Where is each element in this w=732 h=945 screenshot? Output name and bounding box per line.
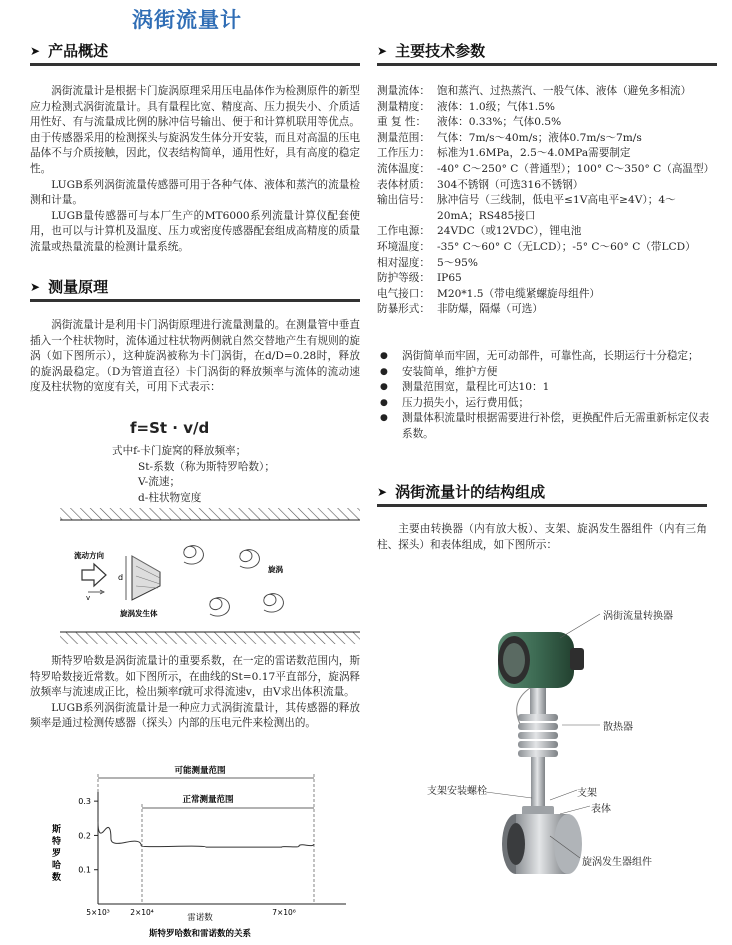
section-heading-overview (30, 40, 108, 61)
callout-lines (420, 600, 730, 880)
section-rule (30, 299, 360, 302)
paragraph: 涡街流量计是根据卡门旋涡原理采用压电晶体作为检测原件的新型应力检测式涡街流量计。具有量程比宽、精度高、压力损失小、介质适用性好、有与流量成比例的脉冲信号输出、便于和计算机联用等优点。由于传感器采用的检测探头与旋涡发生体分开安装，而且对高温的压电晶体不与介质接触，因此，仪表结构简单，通用性好，具有高度的稳定性。 (30, 85, 360, 175)
spec-row: 重 复 性： 液体：0.33%；气体0.5% (377, 116, 562, 129)
label-body: 表体 (591, 804, 611, 815)
bullet-icon: ● (380, 413, 388, 424)
section-title: 测量原理 (48, 278, 109, 296)
spec-row: 测量流体： 饱和蒸汽、过热蒸汽、一般气体、液体（避免多相流） (377, 85, 692, 97)
d-label: d (118, 573, 124, 582)
x-tick-label: 7×10⁶ (272, 908, 296, 917)
spec-row: 防暴形式： 非防爆，隔爆（可选） (377, 303, 543, 316)
generator-label: 旋涡发生体 (120, 609, 158, 618)
bullet-icon: ● (380, 366, 388, 377)
list-item: ● 压力损失小，运行费用低； (380, 396, 716, 412)
label-radiator: 散热器 (603, 722, 633, 733)
section-heading-principle (30, 276, 108, 297)
paragraph: LUGB量传感器可与本厂生产的MT6000系列流量计算仪配套使用，也可以与计算机及温度、压力或密度传感器配套组成高精度的质量流量或热量流量的检测计量系统。 (30, 209, 360, 253)
label-bracket: 支架 (577, 788, 597, 799)
flow-arrow-icon (82, 564, 106, 586)
bullet-icon: ● (380, 382, 388, 393)
strouhal-text (30, 654, 360, 732)
vortex-generator-shape (132, 556, 160, 600)
section-rule (30, 63, 360, 66)
paragraph: 主要由转换器（内有放大板）、支架、旋涡发生器组件（内有三角柱、探头）和表体组成，如下图所示： (377, 523, 707, 551)
principle-text (30, 318, 360, 396)
feature-list (380, 349, 716, 443)
vortex-label: 旋涡 (268, 565, 283, 574)
spec-list (377, 84, 717, 318)
list-item: ● 测量体积流量时根据需要进行补偿，更换配件后无需重新标定仪表系数。 (380, 411, 716, 442)
strouhal-chart (40, 762, 360, 942)
paragraph: LUGB系列涡街流量计是一种应力式涡街流量计，其传感器的释放频率是通过检测传感器（探头）内部的压电元件来检测出的。 (30, 701, 360, 730)
vortex-icon (210, 598, 230, 616)
spec-row: 防护等级： IP65 (377, 272, 462, 285)
spec-row: 工作电源： 24VDC（或12VDC），锂电池 (377, 225, 582, 238)
y-tick-label: 0.1 (78, 865, 91, 875)
pipe-wall-bottom (60, 632, 360, 644)
spec-row: 电气接口： M20*1.5（带电缆紧螺旋母组件） (377, 287, 601, 300)
vortex-icon (184, 546, 204, 564)
arrow-icon: ➤ (377, 43, 388, 58)
formula-legend: 式中f-卡门旋窝的释放频率； St-系数（称为斯特罗哈数）； V-流速； d-柱状物宽度 (112, 445, 275, 504)
spec-row: 环境温度： -35° C～60° C（无LCD）；-5° C～60° C（带LCD） (377, 240, 696, 253)
section-heading-specs (377, 40, 485, 61)
pipe-wall-top (60, 508, 360, 520)
label-bracket-bolt: 支架安装螺栓 (427, 786, 487, 797)
x-tick-label: 2×10⁴ (130, 908, 154, 917)
paragraph: LUGB系列涡街流量传感器可用于各种气体、液体和蒸汽的流量检测和计量。 (30, 178, 360, 207)
paragraph: 涡街流量计是利用卡门涡街原理进行流量测量的。在测量管中垂直插入一个柱状物时，流体通过柱状物两侧就自然交替地产生有规则的旋涡（如下图所示），这种旋涡被称为卡门涡街，在d/D=0.28时，释放的旋涡最稳定。（D为管道直径）卡门涡街的释放频率与流体的流动速度及柱状物的宽度有关，可用下式表示： (30, 319, 360, 394)
arrow-icon: ➤ (30, 279, 41, 294)
x-axis-label: 雷诺数 (187, 913, 213, 923)
structure-text (377, 522, 707, 553)
spec-row: 输出信号： 脉冲信号（三线制，低电平≤1V高电平≥4V）；4～20mA；RS485接口 (377, 194, 676, 222)
y-tick-label: 0.2 (78, 831, 91, 841)
chart-title: 斯特罗哈数和雷诺数的关系 (148, 929, 252, 939)
spec-row: 相对湿度： 5～95% (377, 256, 478, 269)
range-label-measurable: 可能测量范围 (174, 766, 226, 776)
page-title: 涡街流量计 (132, 8, 242, 32)
arrow-icon: ➤ (30, 43, 41, 58)
spec-row: 测量范围： 气体：7m/s～40m/s；液体0.7m/s～7m/s (377, 131, 642, 144)
section-title: 主要技术参数 (395, 42, 486, 60)
range-label-normal: 正常测量范围 (182, 795, 234, 805)
list-item: ● 涡街简单而牢固，无可动部件，可靠性高，长期运行十分稳定； (380, 349, 716, 365)
x-tick-label: 5×10³ (86, 908, 110, 917)
bullet-icon: ● (380, 397, 388, 408)
vortex-diagram (60, 508, 360, 644)
vortex-icon (240, 550, 260, 568)
arrow-icon: ➤ (377, 484, 388, 499)
label-generator: 旋涡发生器组件 (582, 857, 652, 868)
section-title: 产品概述 (48, 42, 109, 60)
v-label: v (86, 594, 91, 602)
list-item: ● 安装简单，维护方便 (380, 365, 716, 381)
list-item: ● 测量范围宽，量程比可达10：1 (380, 380, 716, 396)
flow-direction-label: 流动方向 (74, 551, 104, 560)
formula: f=St · v/d (130, 419, 210, 437)
overview-text (30, 84, 360, 256)
paragraph: 斯特罗哈数是涡街流量计的重要系数，在一定的雷诺数范围内，斯特罗哈数接近常数。如下图所示，在曲线的St=0.17平直部分，旋涡释放频率与流速成正比，检出频率f就可求得流速v，由V求出体积流量。 (30, 655, 361, 699)
label-converter: 涡街流量转换器 (603, 611, 673, 622)
spec-row: 测量精度： 液体：1.0级；气体1.5% (377, 100, 555, 113)
section-rule (377, 504, 707, 507)
spec-row: 工作压力： 标准为1.6MPa，2.5～4.0MPa需要制定 (377, 147, 631, 160)
section-heading-structure (377, 481, 545, 502)
section-rule (377, 63, 717, 66)
spec-row: 表体材质： 304不锈钢（可选316不锈钢） (377, 178, 584, 191)
bullet-icon: ● (380, 351, 388, 361)
spec-row: 流体温度： -40° C～250° C（普通型）；100° C～350° C（高温型） (377, 162, 715, 175)
section-title: 涡街流量计的结构组成 (395, 483, 546, 501)
vortex-icon (264, 594, 284, 612)
series-line (98, 822, 314, 847)
y-axis-label: 斯特罗哈数 (52, 825, 62, 883)
y-tick-label: 0.3 (78, 797, 91, 807)
